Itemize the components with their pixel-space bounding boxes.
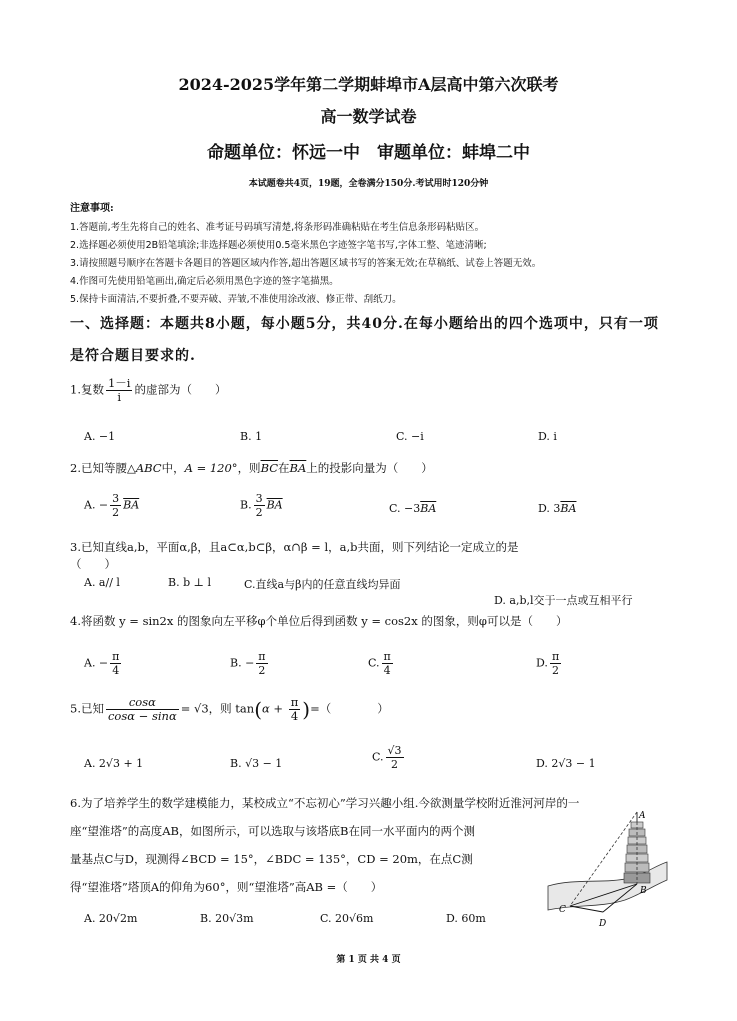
- q2-b-num: 3: [255, 492, 263, 505]
- q2-condition: A = 120°: [184, 461, 238, 475]
- q1-option-c[interactable]: C. −i: [396, 430, 424, 443]
- question-6: 6.为了培养学生的数学建模能力，某校成立“不忘初心”学习兴趣小组.今欲测量学校附近淮河河岸的一: [70, 796, 580, 810]
- segment-cd: [570, 906, 603, 912]
- q3-option-a[interactable]: A. a// l: [84, 576, 120, 589]
- q4-d-frac: [550, 650, 561, 677]
- q2-vector-ba: $\overline{BA}$: [289, 461, 307, 475]
- tower-figure: [545, 808, 670, 933]
- q6-option-d[interactable]: D. 60m: [446, 912, 486, 925]
- q2-a-vector: $\overline{BA}$: [123, 498, 140, 512]
- q4-c-num: π: [383, 650, 391, 663]
- q4-d-num: π: [551, 650, 560, 663]
- notes-heading: 注意事项:: [70, 203, 114, 214]
- q2-text: 中，: [161, 461, 185, 475]
- q1-fraction: [106, 377, 133, 404]
- q4-d-den: 2: [552, 664, 560, 677]
- q2-c-vector: $\overline{BA}$: [420, 502, 437, 515]
- q4-option-c[interactable]: [368, 650, 395, 677]
- q4-option-d[interactable]: [536, 650, 563, 677]
- section-heading-cont: 是符合题目要求的.: [70, 348, 196, 364]
- label-a: A: [639, 811, 646, 821]
- q1-den: i: [117, 390, 122, 404]
- q2-a-label: A. −: [84, 498, 109, 512]
- q2-a-den: 2: [112, 506, 120, 519]
- q3-option-c[interactable]: C.直线a与β内的任意直线均异面: [244, 578, 401, 591]
- q6-option-a[interactable]: A. 20√2m: [84, 912, 138, 925]
- question-6-cont: 量基点C与D，现测得∠BCD = 15°，∠BDC = 135°，CD = 20m，在点C测: [70, 852, 473, 866]
- q2-d-label: D. 3: [538, 502, 561, 515]
- q2-b-frac: [254, 492, 265, 519]
- question-4: 4.将函数 y = sin2x 的图象向左平移φ个单位后得到函数 y = cos2x 的图象，则φ可以是（ ）: [70, 614, 568, 628]
- q1-num: 1－i: [107, 376, 131, 390]
- q4-c-frac: [382, 650, 393, 677]
- exam-info: 本试题卷共4页，19题，全卷满分150分.考试用时120分钟: [248, 179, 489, 189]
- q2-option-a[interactable]: [84, 492, 139, 519]
- q5-four: 4: [290, 709, 299, 723]
- q2-b-vector: $\overline{BA}$: [266, 498, 283, 512]
- q4-c-label: C.: [368, 656, 380, 670]
- q4-d-label: D.: [536, 656, 548, 670]
- q5-c-den: 2: [391, 758, 399, 771]
- q4-b-label: B. −: [230, 656, 255, 670]
- q3-option-d[interactable]: D. a,b,l交于一点或互相平行: [494, 594, 633, 607]
- note-item: 3.请按照题号顺序在答题卡各题目的答题区域内作答,超出答题区域书写的答案无效;在草稿纸、试卷上答题无效。: [70, 258, 542, 269]
- question-1: [70, 377, 226, 404]
- question-5: 5.已知 $\frac{\cos\alpha}{\cos\alpha - \sin\alpha}$ = √3，则 tan(α + $\frac{\pi}{4}$ )=（ ）: [70, 695, 389, 723]
- q4-a-den: 4: [112, 664, 120, 677]
- q6-option-c[interactable]: C. 20√6m: [320, 912, 374, 925]
- q2-text: 上的投影向量为（ ）: [306, 461, 433, 475]
- label-b: B: [640, 886, 647, 896]
- q2-b-label: B.: [240, 498, 252, 512]
- note-item: 4.作图可先使用铅笔画出,确定后必须用黑色字迹的签字笔描黑。: [70, 276, 339, 287]
- q2-text: 2.已知等腰△: [70, 461, 136, 475]
- note-item: 5.保持卡面清洁,不要折叠,不要弄破、弄皱,不准使用涂改液、修正带、刮纸刀。: [70, 294, 402, 305]
- page-footer: 第 1 页 共 4 页: [336, 955, 401, 965]
- q5-den: cosα − sinα: [107, 709, 177, 723]
- q1-suffix: 的虚部为（ ）: [134, 382, 227, 397]
- q5-option-a[interactable]: A. 2√3 + 1: [84, 757, 144, 770]
- q4-option-a[interactable]: [84, 650, 123, 677]
- exam-title: 2024-2025学年第二学期蚌埠市A层高中第六次联考: [178, 75, 559, 94]
- q1-option-b[interactable]: B. 1: [240, 430, 263, 443]
- q5-option-d[interactable]: D. 2√3 − 1: [536, 757, 596, 770]
- question-3-cont: （ ）: [70, 557, 116, 571]
- q2-a-num: 3: [112, 492, 120, 505]
- q2-option-d[interactable]: [538, 502, 576, 515]
- label-d: D: [599, 919, 607, 929]
- note-item: 1.答题前,考生先将自己的姓名、准考证号码填写清楚,将条形码准确粘贴在考生信息条形码粘贴区。: [70, 222, 485, 233]
- q5-pi: π: [290, 695, 299, 709]
- q4-a-label: A. −: [84, 656, 109, 670]
- q5-pi-frac: [289, 696, 301, 723]
- q1-option-a[interactable]: A. −1: [84, 430, 116, 443]
- q2-vector-bc: $\overline{BC}$: [260, 461, 279, 475]
- q4-b-frac: [256, 650, 267, 677]
- q5-option-b[interactable]: B. √3 − 1: [230, 757, 283, 770]
- q2-triangle: ABC: [135, 461, 162, 475]
- q4-b-den: 2: [258, 664, 266, 677]
- q2-option-b[interactable]: [240, 492, 283, 519]
- q1-option-d[interactable]: D. i: [538, 430, 557, 443]
- q4-a-num: π: [112, 650, 120, 663]
- q5-num: cosα: [106, 696, 179, 710]
- note-item: 2.选择题必须使用2B铅笔填涂;非选择题必须使用0.5毫米黑色字迹签字笔书写,字体工整、笔迹清晰;: [70, 240, 487, 251]
- q5-eq: = √3: [180, 701, 209, 716]
- question-3: 3.已知直线a,b，平面α,β，且a⊂α,b⊂β，α∩β = l，a,b共面，则下列结论一定成立的是: [70, 540, 519, 554]
- exam-subtitle: 高一数学试卷: [320, 107, 417, 126]
- q2-option-c[interactable]: [389, 502, 436, 515]
- exam-authors: 命题单位：怀远一中 审题单位：蚌埠二中: [207, 143, 530, 163]
- question-6-cont: 得“望淮塔”塔顶A的仰角为60°，则“望淮塔”高AB =（ ）: [70, 880, 383, 894]
- q4-a-frac: [110, 650, 121, 677]
- q5-c-label: C.: [372, 750, 384, 764]
- q2-b-den: 2: [255, 506, 263, 519]
- section-heading: 一、选择题：本题共8小题，每小题5分，共40分.在每小题给出的四个选项中，只有一项: [70, 316, 659, 332]
- q2-c-label: C. −3: [389, 502, 421, 515]
- q5-option-c[interactable]: [372, 744, 406, 771]
- q5-c-frac: [386, 744, 404, 771]
- q2-text: 在: [278, 461, 290, 475]
- question-2: [70, 460, 433, 476]
- q2-d-vector: $\overline{BA}$: [560, 502, 577, 515]
- q5-tan-arg: α +: [262, 701, 287, 716]
- q5-prefix: 5.已知: [70, 701, 104, 716]
- q4-b-num: π: [258, 650, 266, 663]
- q1-prefix: 1.复数: [70, 382, 104, 397]
- q5-fraction: [106, 696, 179, 723]
- q2-a-frac: [110, 492, 121, 519]
- q5-mid: ，则 tan: [208, 701, 255, 716]
- q2-text: ，则: [237, 461, 261, 475]
- label-c: C: [559, 905, 566, 915]
- q3-option-b[interactable]: B. b ⊥ l: [168, 576, 211, 589]
- q4-c-den: 4: [383, 664, 391, 677]
- q5-c-num: √3: [387, 744, 402, 757]
- q5-suffix: =（ ）: [310, 701, 389, 716]
- q4-option-b[interactable]: [230, 650, 270, 677]
- question-6-cont: 座“望淮塔”的高度AB，如图所示，可以选取与该塔底B在同一水平面内的两个测: [70, 824, 475, 838]
- q6-option-b[interactable]: B. 20√3m: [200, 912, 254, 925]
